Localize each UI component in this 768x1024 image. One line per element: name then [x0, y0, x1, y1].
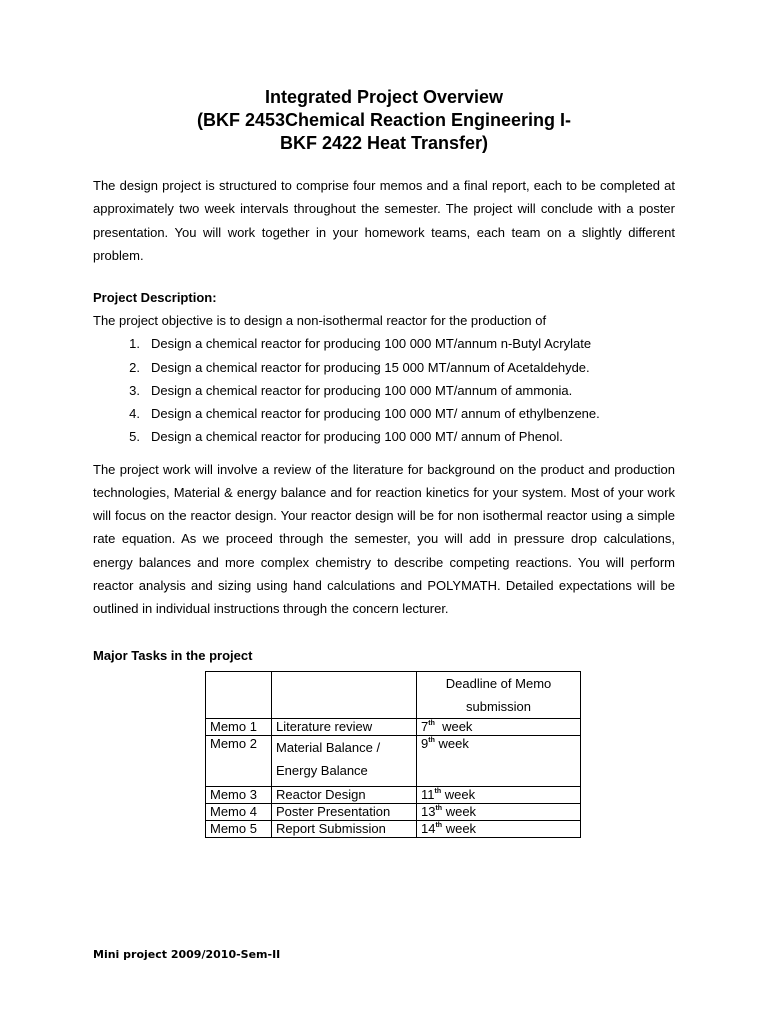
week-number: 14 — [421, 820, 436, 836]
table-row — [206, 786, 581, 803]
tasks-table — [205, 671, 581, 838]
week-ordinal: th — [428, 719, 435, 727]
list-item-number: 5. — [129, 429, 140, 445]
list-item-number: 4. — [129, 406, 140, 422]
document-page — [93, 86, 675, 838]
table-header-row — [206, 671, 581, 718]
project-description-lead: The project objective is to design a non-isothermal reactor for the production of — [93, 313, 547, 329]
table-row — [206, 820, 581, 837]
week-ordinal: th — [435, 804, 443, 812]
deadline-cell — [417, 786, 581, 803]
week-label: week — [445, 803, 477, 819]
week-ordinal: th — [434, 787, 442, 795]
week-label: week — [442, 718, 473, 734]
memo-cell: Memo 1 — [206, 718, 272, 735]
memo-cell: Memo 5 — [206, 820, 272, 837]
list-item-number: 1. — [129, 336, 140, 352]
list-item-text: Design a chemical reactor for producing 100 000 MT/annum n-Butyl Acrylate — [151, 336, 592, 352]
deadline-cell — [417, 820, 581, 837]
table-row — [206, 718, 581, 735]
list-item-text: Design a chemical reactor for producing 100 000 MT/ annum of Phenol. — [151, 429, 563, 445]
list-item-text: Design a chemical reactor for producing 100 000 MT/ annum of ethylbenzene. — [151, 406, 600, 422]
task-cell: Reactor Design — [272, 786, 417, 803]
task-cell: Report Submission — [272, 820, 417, 837]
week-number: 13 — [421, 803, 436, 819]
table-row — [206, 803, 581, 820]
title-line-3: BKF 2422 Heat Transfer) — [279, 133, 489, 153]
list-item — [93, 402, 675, 425]
document-title — [93, 86, 675, 155]
title-line-2: (BKF 2453Chemical Reaction Engineering I- — [196, 110, 572, 130]
week-number: 11 — [421, 786, 435, 802]
week-number: 9 — [421, 735, 429, 751]
project-description-heading: Project Description: — [93, 290, 217, 306]
list-item — [93, 332, 675, 355]
list-item-text: Design a chemical reactor for producing 100 000 MT/annum of ammonia. — [151, 382, 573, 398]
project-work-paragraph: The project work will involve a review of the literature for background on the product and production technologies, Material & energy balance and for reaction kinetics for your system. Most of your work will focus on the reactor design. Your reactor design will be for non isothermal reactor using a simple rate equation. As we proceed through the semester, you will add in pressure drop calculations, energy balances and more complex chemistry to describe competing reactions. You will perform reactor analysis and sizing using hand calculations and POLYMATH. Detailed expectations will be outlined in individual instructions through the concern lecturer. — [93, 461, 675, 617]
table-header-empty-cell — [206, 671, 272, 718]
list-item — [93, 425, 675, 448]
list-item-number: 2. — [129, 359, 140, 375]
week-ordinal: th — [435, 821, 443, 829]
list-item — [93, 356, 675, 379]
deadline-cell — [417, 735, 581, 786]
table-header-empty-cell — [272, 671, 417, 718]
deadline-header-cell: Deadline of Memo submission — [417, 671, 581, 718]
memo-cell: Memo 2 — [206, 735, 272, 786]
task-cell: Material Balance / Energy Balance — [272, 735, 417, 786]
week-ordinal: th — [428, 736, 435, 744]
table-row — [206, 735, 581, 786]
major-tasks-heading: Major Tasks in the project — [93, 647, 253, 663]
deadline-cell — [417, 718, 581, 735]
page-footer: Mini project 2009/2010-Sem-II — [93, 948, 281, 961]
task-cell: Literature review — [272, 718, 417, 735]
week-label: week — [445, 820, 477, 836]
memo-cell: Memo 3 — [206, 786, 272, 803]
week-label: week — [438, 735, 469, 751]
list-item-text: Design a chemical reactor for producing 15 000 MT/annum of Acetaldehyde. — [151, 359, 590, 375]
deadline-cell — [417, 803, 581, 820]
task-cell: Poster Presentation — [272, 803, 417, 820]
week-number: 7 — [421, 718, 429, 734]
list-item — [93, 379, 675, 402]
memo-cell: Memo 4 — [206, 803, 272, 820]
intro-paragraph: The design project is structured to comprise four memos and a final report, each to be completed at approximately two week intervals throughout the semester. The project will conclude with a poster presentation. You will work together in your homework teams, each team on a slightly different problem. — [93, 178, 675, 263]
list-item-number: 3. — [129, 382, 140, 398]
week-label: week — [444, 786, 476, 802]
design-items-list — [93, 332, 675, 448]
title-line-1: Integrated Project Overview — [264, 87, 504, 107]
